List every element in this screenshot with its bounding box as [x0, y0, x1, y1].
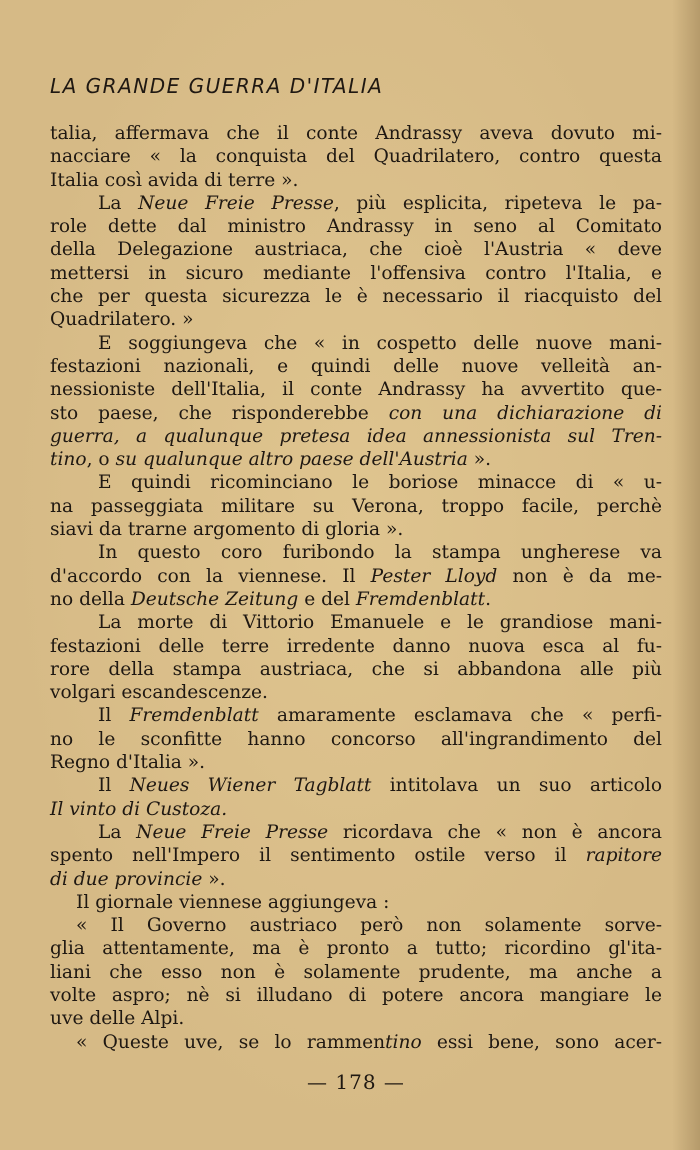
text-line: Il Neues Wiener Tagblatt intitolava un suo articolo: [98, 775, 663, 797]
text-line: Italia così avida di terre ».: [50, 169, 299, 191]
text-line: La Neue Freie Presse ricordava che « non è ancora: [98, 821, 663, 843]
text-line: E soggiungeva che « in cospetto delle nuove mani-: [98, 332, 662, 354]
text-line: Il Fremdenblatt amaramente esclamava che « perfi-: [98, 705, 662, 727]
text-line: E quindi ricominciano le boriose minacce di « u-: [98, 472, 662, 494]
text-line: no della Deutsche Zeitung e del Fremdenblatt.: [50, 588, 491, 610]
book-page: [50, 0, 662, 1150]
text-line: no le sconfitte hanno concorso all'ingrandimento del: [50, 728, 662, 750]
body-text: [50, 122, 662, 1054]
page-number: — 178 —: [307, 1070, 405, 1094]
text-line: che per questa sicurezza le è necessario il riacquisto del: [50, 286, 662, 308]
text-line: na passeggiata militare su Verona, troppo facile, perchè: [50, 495, 662, 517]
text-line: Il vinto di Custoza.: [50, 798, 228, 820]
text-line: di due provincie ».: [50, 868, 226, 890]
text-line: nacciare « la conquista del Quadrilatero, contro questa: [50, 146, 662, 168]
text-line: volte aspro; nè si illudano di potere ancora mangiare le: [50, 984, 662, 1006]
text-line: glia attentamente, ma è pronto a tutto; ricordino gl'ita-: [50, 938, 662, 960]
text-line: In questo coro furibondo la stampa ungherese va: [98, 542, 662, 564]
text-line: rore della stampa austriaca, che si abbandona alle più: [50, 658, 662, 680]
text-line: guerra, a qualunque pretesa idea annessionista sul Tren-: [50, 425, 662, 447]
text-line: tino, o su qualunque altro paese dell'Austria ».: [50, 449, 492, 471]
text-line: liani che esso non è solamente prudente, ma anche a: [50, 961, 662, 983]
text-line: uve delle Alpi.: [50, 1008, 185, 1030]
text-line: Regno d'Italia ».: [50, 752, 206, 774]
text-line: nessioniste dell'Italia, il conte Andrassy ha avvertito que-: [50, 379, 662, 401]
text-line: della Delegazione austriaca, che cioè l'Austria « deve: [50, 239, 662, 261]
text-line: festazioni nazionali, e quindi delle nuove velleità an-: [50, 355, 662, 377]
text-line: volgari escandescenze.: [50, 682, 268, 704]
text-line: Il giornale viennese aggiungeva :: [76, 891, 390, 913]
text-line: « Il Governo austriaco però non solamente sorve-: [76, 915, 662, 937]
text-line: sto paese, che risponderebbe con una dichiarazione di: [50, 402, 662, 424]
text-line: Quadrilatero. »: [50, 309, 194, 331]
text-line: « Queste uve, se lo rammentino essi bene, sono acer-: [76, 1031, 662, 1053]
text-line: d'accordo con la viennese. Il Pester Lloyd non è da me-: [50, 565, 662, 587]
text-line: La morte di Vittorio Emanuele e le grandiose mani-: [98, 612, 662, 634]
text-line: spento nell'Impero il sentimento ostile verso il rapitore: [50, 845, 662, 867]
text-line: festazioni delle terre irredente danno nuova esca al fu-: [50, 635, 662, 657]
text-line: talia, affermava che il conte Andrassy aveva dovuto mi-: [50, 123, 662, 144]
text-line: siavi da trarne argomento di gloria ».: [50, 519, 404, 541]
text-line: role dette dal ministro Andrassy in seno al Comitato: [50, 216, 662, 238]
text-line: mettersi in sicuro mediante l'offensiva contro l'Italia, e: [50, 262, 662, 284]
running-head: LA GRANDE GUERRA D'ITALIA: [50, 74, 384, 98]
text-line: La Neue Freie Presse, più esplicita, ripeteva le pa-: [98, 192, 662, 214]
